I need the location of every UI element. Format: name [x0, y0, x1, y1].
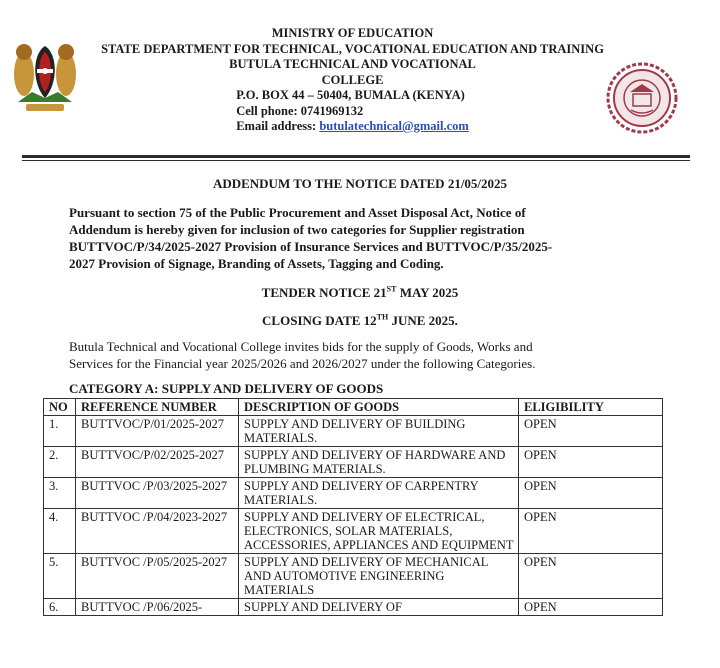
phone-number: Cell phone: 0741969132: [236, 103, 364, 118]
closing-date: [0, 313, 720, 329]
kenya-coat-of-arms-icon: [10, 32, 80, 122]
row-no: 3.: [44, 478, 76, 509]
email-line: [236, 119, 469, 135]
row-description: SUPPLY AND DELIVERY OF ELECTRICAL, ELECTRONICS, SOLAR MATERIALS, ACCESSORIES, APPLIANCES AND EQUIPMENT: [239, 509, 519, 554]
email-link[interactable]: butulatechnical@gmail.com: [319, 119, 469, 133]
addendum-title: ADDENDUM TO THE NOTICE DATED 21/05/2025: [212, 176, 508, 191]
addendum-paragraph: [69, 204, 629, 272]
paragraph-line: Addendum is hereby given for inclusion of two categories for Supplier registration: [69, 222, 525, 237]
row-reference: BUTTVOC /P/05/2025-2027: [76, 554, 239, 599]
table-row: [44, 554, 663, 599]
college-name-line2: COLLEGE: [321, 72, 384, 87]
contact-block: [236, 88, 469, 135]
letterhead: [80, 26, 625, 135]
closing-date-suffix: JUNE 2025.: [388, 313, 458, 328]
paragraph-line: 2027 Provision of Signage, Branding of Assets, Tagging and Coding.: [69, 256, 444, 271]
row-description: SUPPLY AND DELIVERY OF HARDWARE AND PLUMBING MATERIALS.: [239, 447, 519, 478]
table-row: [44, 478, 663, 509]
col-header-eligibility: ELIGIBILITY: [519, 399, 663, 416]
paragraph-line: Pursuant to section 75 of the Public Procurement and Asset Disposal Act, Notice of: [69, 205, 526, 220]
table-row: [44, 416, 663, 447]
col-header-reference: REFERENCE NUMBER: [76, 399, 239, 416]
row-reference: BUTTVOC /P/03/2025-2027: [76, 478, 239, 509]
col-header-no: NO: [44, 399, 76, 416]
col-header-description: DESCRIPTION OF GOODS: [239, 399, 519, 416]
ministry-name: MINISTRY OF EDUCATION: [271, 26, 434, 40]
table-header-row: [44, 399, 663, 416]
tender-notice-suffix: MAY 2025: [396, 285, 459, 300]
row-eligibility: OPEN: [519, 599, 663, 616]
row-eligibility: OPEN: [519, 509, 663, 554]
row-reference: BUTTVOC/P/02/2025-2027: [76, 447, 239, 478]
category-a-title: CATEGORY A: SUPPLY AND DELIVERY OF GOODS: [69, 381, 384, 396]
header-divider-thick: [22, 155, 690, 158]
row-reference: BUTTVOC /P/04/2023-2027: [76, 509, 239, 554]
closing-date-prefix: CLOSING DATE 12: [262, 313, 377, 328]
row-no: 4.: [44, 509, 76, 554]
row-reference: BUTTVOC /P/06/2025-: [76, 599, 239, 616]
row-no: 6.: [44, 599, 76, 616]
tender-notice-date: [0, 285, 720, 301]
row-description: SUPPLY AND DELIVERY OF MECHANICAL AND AUTOMOTIVE ENGINEERING MATERIALS: [239, 554, 519, 599]
college-name-line1: BUTULA TECHNICAL AND VOCATIONAL: [229, 57, 476, 71]
row-description: SUPPLY AND DELIVERY OF: [239, 599, 519, 616]
row-reference: BUTTVOC/P/01/2025-2027: [76, 416, 239, 447]
row-no: 5.: [44, 554, 76, 599]
table-row: [44, 509, 663, 554]
goods-table: [43, 398, 663, 616]
row-no: 2.: [44, 447, 76, 478]
tender-notice-prefix: TENDER NOTICE 21: [261, 285, 387, 300]
table-row: [44, 599, 663, 616]
row-eligibility: OPEN: [519, 554, 663, 599]
row-eligibility: OPEN: [519, 447, 663, 478]
paragraph-line: BUTTVOC/P/34/2025-2027 Provision of Insurance Services and BUTTVOC/P/35/2025-: [69, 239, 553, 254]
closing-date-sup: TH: [376, 312, 389, 322]
invitation-paragraph: [69, 338, 669, 372]
row-eligibility: OPEN: [519, 478, 663, 509]
intro-line: Services for the Financial year 2025/2026 and 2026/2027 under the following Categories.: [69, 356, 536, 371]
header-divider-thin: [22, 160, 690, 161]
postal-address: P.O. BOX 44 – 50404, BUMALA (KENYA): [236, 88, 465, 102]
email-label: Email address:: [236, 119, 317, 133]
row-description: SUPPLY AND DELIVERY OF CARPENTRY MATERIALS.: [239, 478, 519, 509]
state-department: STATE DEPARTMENT FOR TECHNICAL, VOCATIONAL EDUCATION AND TRAINING: [101, 41, 604, 56]
row-eligibility: OPEN: [519, 416, 663, 447]
intro-line: Butula Technical and Vocational College invites bids for the supply of Goods, Works and: [69, 339, 533, 354]
row-description: SUPPLY AND DELIVERY OF BUILDING MATERIALS.: [239, 416, 519, 447]
table-row: [44, 447, 663, 478]
tender-notice-sup: ST: [386, 284, 397, 294]
row-no: 1.: [44, 416, 76, 447]
